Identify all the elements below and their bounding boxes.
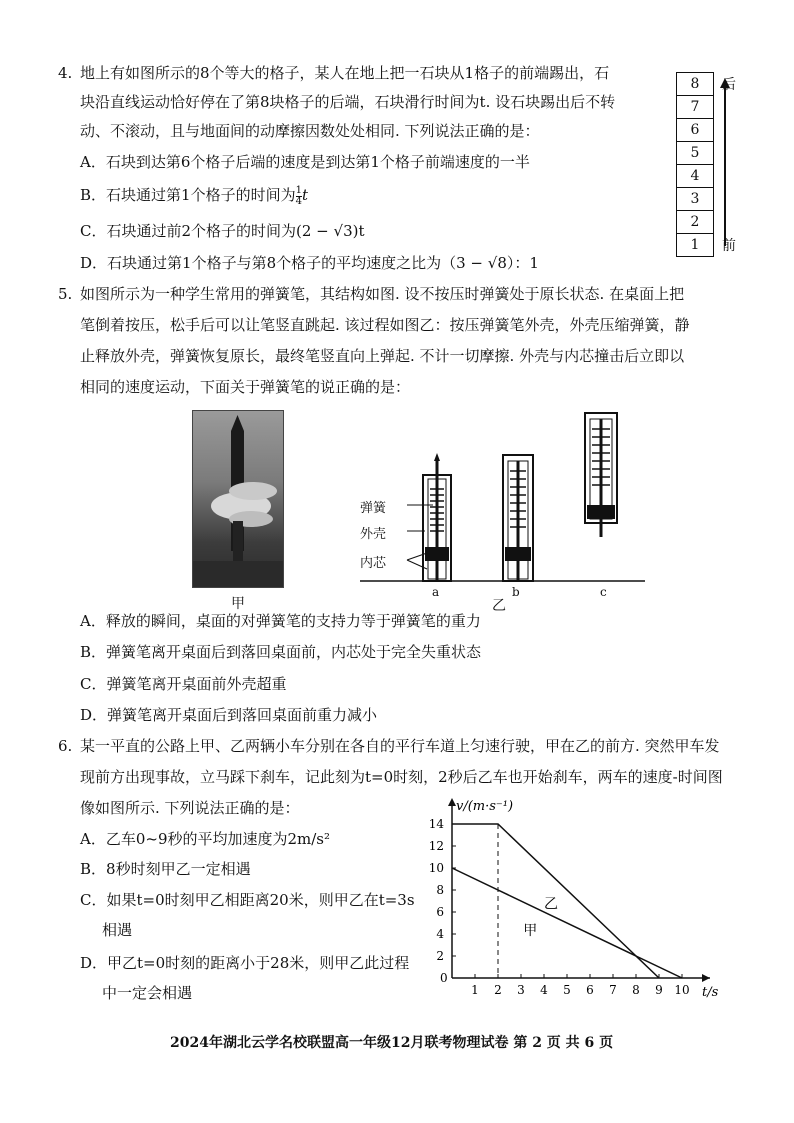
fraction-numerator: 1: [295, 184, 302, 196]
x-tick-label: 10: [674, 983, 690, 997]
label-front: 前: [722, 238, 736, 254]
q4-grid-figure: [676, 72, 766, 258]
caption-jia: 甲: [231, 596, 245, 612]
label-spring: 弹簧: [360, 501, 387, 516]
grid-cell-3: 3: [677, 188, 713, 211]
x-axis-arrow-icon: [702, 974, 710, 982]
x-tick-label: 3: [517, 983, 525, 997]
pen-photo-drawing: [193, 411, 283, 587]
y-tick-label: 12: [428, 839, 444, 853]
x-tick-label: 4: [540, 983, 548, 997]
grid-cell-7: 7: [677, 96, 713, 119]
q4-option-b-text: B．石块通过第1个格子的时间为: [80, 186, 296, 204]
q6-option-c-line2: 相遇: [102, 921, 133, 939]
grid-cell-6: 6: [677, 119, 713, 142]
spring-pen-diagram: [355, 405, 655, 605]
q6-number: 6.: [58, 737, 73, 755]
series-label-yi: 乙: [544, 896, 558, 913]
x-tick-label: 2: [494, 983, 502, 997]
q4-stem-line1: 地上有如图所示的8个等大的格子，某人在地上把一石块从1格子的前端踢出，石: [80, 64, 610, 82]
label-c: c: [600, 585, 607, 599]
q4-option-b-suffix: t: [301, 186, 308, 204]
pen-photo: [192, 410, 284, 588]
x-axis-label: t/s: [702, 985, 719, 1000]
q6-option-d-line1: D．甲乙t=0时刻的距离小于28米，则甲乙此过程: [80, 954, 410, 972]
y-tick-label: 8: [436, 883, 444, 897]
q4-number: 4.: [58, 64, 73, 82]
q6-stem-line3: 像如图所示. 下列说法正确的是：: [80, 799, 300, 817]
q5-stem-line1: 如图所示为一种学生常用的弹簧笔，其结构如图. 设不按压时弹簧处于原长状态. 在桌面上把: [80, 285, 685, 303]
q6-option-c-line1: C．如果t=0时刻甲乙相距离20米，则甲乙在t=3s: [80, 891, 415, 909]
x-tick-label: 7: [609, 983, 617, 997]
y-tick-label: 14: [428, 817, 444, 831]
grid-cell-2: 2: [677, 211, 713, 234]
label-shell: 外壳: [360, 527, 387, 542]
q6-option-d-line2: 中一定会相遇: [102, 984, 193, 1002]
q6-option-a: A．乙车0~9秒的平均加速度为2m/s²: [80, 830, 331, 848]
series-line-jia: [452, 868, 682, 978]
q5-stem-line4: 相同的速度运动，下面关于弹簧笔的说正确的是：: [80, 378, 411, 396]
pen-b: [503, 455, 533, 581]
q4-stem-line2: 块沿直线运动恰好停在了第8块格子的后端，石块滑行时间为t. 设石块踢出后不转: [80, 93, 616, 111]
x-tick-label: 8: [632, 983, 640, 997]
q5-stem-line3: 止释放外壳，弹簧恢复原长，最终笔竖直向上弹起. 不计一切摩擦. 外壳与内芯撞击后立即以: [80, 347, 685, 365]
y-tick-label: 10: [428, 861, 444, 875]
y-axis-label: v/(m·s⁻¹): [456, 799, 514, 814]
grid-cell-5: 5: [677, 142, 713, 165]
caption-yi: 乙: [492, 598, 506, 614]
q4-option-b: [80, 184, 308, 207]
q5-number: 5.: [58, 285, 73, 303]
pen-c: [585, 413, 617, 537]
velocity-time-chart: [418, 792, 728, 1004]
x-tick-label: 1: [471, 983, 479, 997]
series-label-jia: 甲: [523, 923, 538, 940]
grid-cell-8: 8: [677, 73, 713, 96]
grid-cell-1: 1: [690, 237, 700, 253]
q4-option-a: A．石块到达第6个格子后端的速度是到达第1个格子前端速度的一半: [80, 153, 530, 171]
q5-option-b: B．弹簧笔离开桌面后到落回桌面前，内芯处于完全失重状态: [80, 643, 482, 661]
q5-stem-line2: 笔倒着按压，松手后可以让笔竖直跳起. 该过程如图乙：按压弹簧笔外壳，外壳压缩弹簧，静: [80, 316, 690, 334]
label-back: 后: [722, 77, 736, 93]
y-axis-arrow-icon: [448, 798, 456, 806]
q4-option-c: C．石块通过前2个格子的时间为(2 − √3)t: [80, 222, 365, 240]
label-b: b: [512, 585, 520, 599]
label-core: 内芯: [360, 556, 387, 571]
page-footer: 2024年湖北云学名校联盟高一年级12月联考物理试卷 第 2 页 共 6 页: [170, 1035, 614, 1051]
q5-option-a: A．释放的瞬间，桌面的对弹簧笔的支持力等于弹簧笔的重力: [80, 612, 481, 630]
pen-a: [423, 453, 451, 581]
y-tick-label: 2: [436, 949, 444, 963]
q6-stem-line1: 某一平直的公路上甲、乙两辆小车分别在各自的平行车道上匀速行驶，甲在乙的前方. 突然甲车发: [80, 737, 720, 755]
y-tick-label: 4: [436, 927, 444, 941]
y-tick-label: 6: [436, 905, 444, 919]
arrow-line: [724, 86, 726, 246]
origin-label: 0: [440, 971, 448, 985]
q6-stem-line2: 现前方出现事故，立马踩下刹车，记此刻为t=0时刻，2秒后乙车也开始刹车，两车的速度-时间图: [80, 768, 723, 786]
grid-cells: [676, 72, 714, 257]
x-tick-label: 9: [655, 983, 663, 997]
q4-option-d: D．石块通过第1个格子与第8个格子的平均速度之比为（3 − √8）：1: [80, 254, 539, 272]
q4-stem-line3: 动、不滚动，且与地面间的动摩擦因数处处相同. 下列说法正确的是：: [80, 122, 540, 140]
fraction-denominator: 4: [295, 195, 302, 207]
q5-option-d: D．弹簧笔离开桌面后到落回桌面前重力减小: [80, 706, 378, 724]
grid-cell-4: 4: [677, 165, 713, 188]
q5-option-c: C．弹簧笔离开桌面前外壳超重: [80, 675, 287, 693]
label-a: a: [432, 585, 440, 599]
q6-option-b: B．8秒时刻甲乙一定相遇: [80, 860, 251, 878]
x-tick-label: 6: [586, 983, 594, 997]
x-tick-label: 5: [563, 983, 571, 997]
